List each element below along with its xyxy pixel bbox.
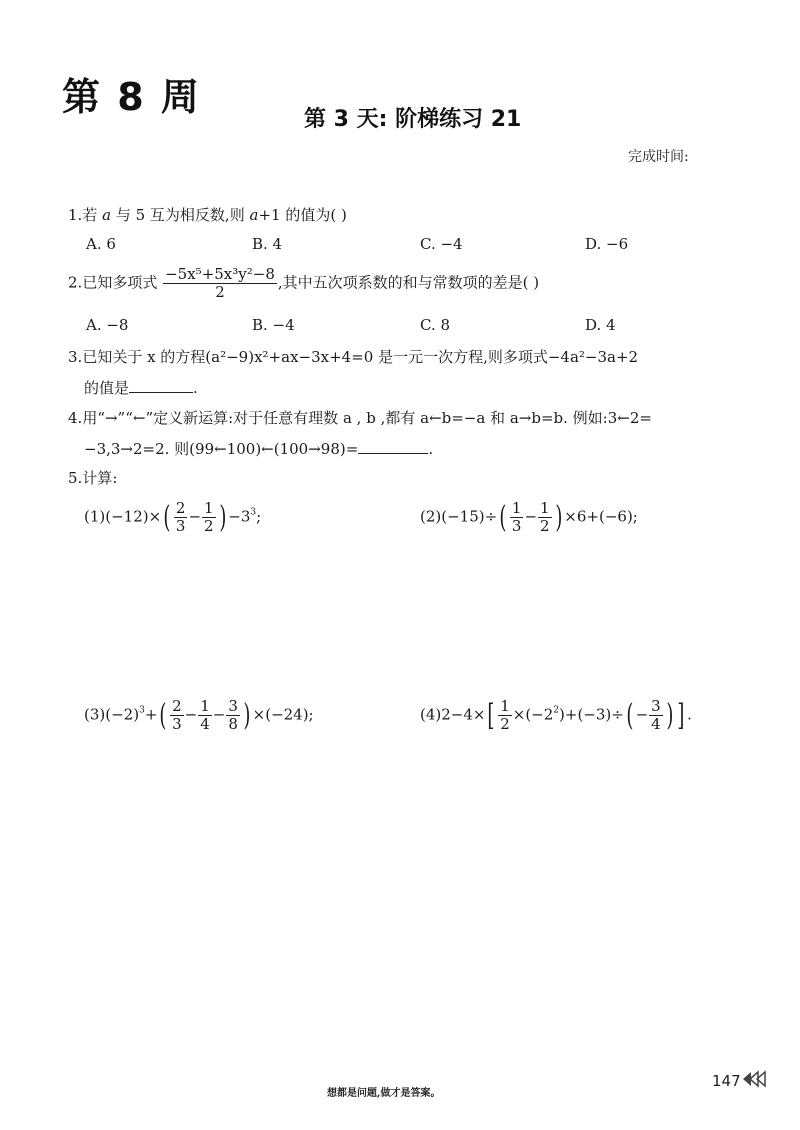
problem-label: (2) <box>420 507 442 526</box>
week-title: 第 8 周 <box>62 75 201 119</box>
page-arrows-icon <box>742 1069 768 1093</box>
option-c[interactable]: C. 8 <box>420 316 451 334</box>
problem-5-4: (4)2−4×[ $\frac{1}{2}$ $\times(-2^2)+(-3)\div$( − $\frac{3}{4}$ ) ] . <box>420 697 692 733</box>
question-text: 已知关于 x 的方程(a²−9)x²+ax−3x+4=0 是一元一次方程,则多项式−4a²−3a+2 <box>82 348 639 366</box>
problem-label: (1) <box>84 507 106 526</box>
question-5 <box>68 467 117 488</box>
question-4-line-2 <box>84 438 433 459</box>
option-c[interactable]: C. −4 <box>420 235 463 253</box>
question-number: 2. <box>68 273 83 292</box>
question-text: −3,3→2=2. 则(99←100)←(100→98)= <box>84 440 359 458</box>
variable: a <box>249 206 259 224</box>
question-text: ,其中五次项系数的和与常数项的差是( ) <box>277 273 540 292</box>
question-text: +1 的值为( ) <box>258 206 347 224</box>
problem-5-3: $(3)(-2)^3+$( $\frac{2}{3}$ − $\frac{1}{4}$ − $\frac{3}{8}$ ) ×(−24); <box>84 697 314 733</box>
question-text: 的值是 <box>84 379 130 397</box>
option-a[interactable]: A. 6 <box>86 235 116 253</box>
question-4 <box>68 407 652 428</box>
problem-5-1: (1)(−12)×( $\frac{2}{3}$ − $\frac{1}{2}$ ) $-3^3$; <box>84 499 262 535</box>
question-number: 4. <box>68 409 83 427</box>
question-text: . <box>428 440 434 458</box>
question-text: 计算: <box>82 469 118 487</box>
answer-blank[interactable] <box>358 439 428 454</box>
problem-label: (4) <box>420 705 442 724</box>
option-b[interactable]: B. 4 <box>252 235 283 253</box>
day-title: 第 3 天: 阶梯练习 21 <box>304 107 522 132</box>
problem-label: (3) <box>84 705 106 724</box>
fraction-numerator: −5x⁵+5x³y²−8 <box>165 265 275 283</box>
polynomial-fraction <box>163 266 277 301</box>
question-text: 与 5 互为相反数,则 <box>115 206 245 224</box>
footer-motto: 想都是问题,做才是答案。 <box>327 1088 441 1099</box>
option-b[interactable]: B. −4 <box>252 316 295 334</box>
question-2 <box>68 266 539 301</box>
question-text: . <box>193 379 198 397</box>
fraction-denominator: 2 <box>215 283 225 301</box>
question-number: 1. <box>68 206 83 224</box>
option-d[interactable]: D. 4 <box>585 316 616 334</box>
question-number: 5. <box>68 469 83 487</box>
variable: a <box>102 206 112 224</box>
question-3 <box>68 346 638 367</box>
question-number: 3. <box>68 348 83 366</box>
problem-5-2: (2)(−15)÷( $\frac{1}{3}$ − $\frac{1}{2}$ ) ×6+(−6); <box>420 499 638 535</box>
option-d[interactable]: D. −6 <box>585 235 629 253</box>
question-text: 若 <box>82 206 98 224</box>
option-a[interactable]: A. −8 <box>86 316 129 334</box>
question-text: 用“→”“←”定义新运算:对于任意有理数 a , b ,都有 a←b=−a 和 a→b=b. 例如:3←2= <box>82 409 652 427</box>
page-number: 147 <box>712 1072 741 1090</box>
completion-time-label: 完成时间: <box>628 149 689 165</box>
answer-blank[interactable] <box>129 378 193 393</box>
question-3-line-2 <box>84 377 198 398</box>
question-text: 已知多项式 <box>82 273 158 292</box>
question-1 <box>68 204 347 225</box>
